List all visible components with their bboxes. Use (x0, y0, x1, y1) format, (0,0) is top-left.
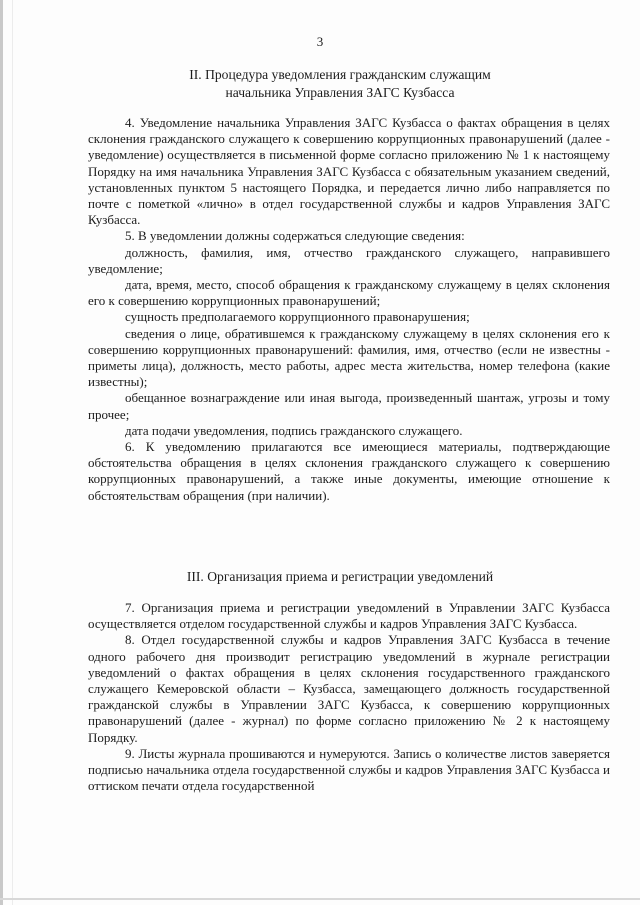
list-item-signature: дата подачи уведомления, подпись гражданского служащего. (125, 422, 463, 438)
page-number: 3 (316, 34, 324, 49)
paragraph-8: 8. Отдел государственной службы и кадров Управления ЗАГС Кузбасса в течение одного рабочего дня производит регистрацию уведомлений в журнале регистрации уведомлений о фактах обращения в целях склонения государственного гражданского служащего Кемеровской области – Кузбасса, замещающего должность государственной гражданской службы в Управлении ЗАГС Кузбасса, к совершению коррупционных правонарушений (далее - журнал) по форме согласно приложению № 2 к настоящему Порядку. (88, 632, 610, 745)
section-2-title-line2: начальника Управления ЗАГС Кузбасса (225, 85, 455, 100)
section-2-title-line1: II. Процедура уведомления гражданским служащим (189, 67, 491, 82)
paragraph-6: 6. К уведомлению прилагаются все имеющиеся материалы, подтверждающие обстоятельства обращения в целях склонения гражданского служащего к совершению коррупционных правонарушений, а также иные документы, имеющие отношение к обстоятельствам обращения (при наличии). (88, 439, 610, 503)
section-2-body (88, 115, 610, 504)
section-3-heading (90, 568, 590, 586)
scan-edge (0, 0, 3, 905)
list-item-reward: обещанное вознаграждение или иная выгода, произведенный шантаж, угрозы и тому прочее; (88, 390, 610, 422)
list-item-date: дата, время, место, способ обращения к гражданскому служащему в целях склонения его к совершению коррупционных правонарушений; (88, 277, 610, 309)
section-3-body (88, 600, 610, 794)
list-item-person: сведения о лице, обратившемся к гражданскому служащему в целях склонения его к совершению коррупционных правонарушений: фамилия, имя, отчество (если не известны - приметы лица), должность, место работы, адрес места жительства, номер телефона (какие известны); (88, 325, 610, 390)
scan-bottom-edge (0, 898, 640, 900)
section-2-heading (90, 66, 590, 102)
paragraph-9: 9. Листы журнала прошиваются и нумеруются. Запись о количестве листов заверяется подписью начальника отдела государственной службы и кадров Управления ЗАГС Кузбасса и оттиском печати отдела государственной (88, 745, 610, 794)
list-item-essence: сущность предполагаемого коррупционного правонарушения; (125, 309, 470, 325)
scan-edge-line (12, 0, 13, 905)
list-item-position: должность, фамилия, имя, отчество гражданского служащего, направившего уведомление; (88, 244, 610, 276)
paragraph-4: 4. Уведомление начальника Управления ЗАГС Кузбасса о фактах обращения в целях склонения гражданского служащего к совершению коррупционных правонарушений (далее - уведомление) осуществляется в письменной форме согласно приложению № 1 к настоящему Порядку на имя начальника Управления ЗАГС Кузбасса с обязательным указанием сведений, установленных пунктом 5 настоящего Порядка, и передается лично либо направляется по почте с пометкой «лично» в отдел государственной службы и кадров Управления ЗАГС Кузбасса. (88, 115, 610, 228)
paragraph-7: 7. Организация приема и регистрации уведомлений в Управлении ЗАГС Кузбасса осуществляется отделом государственной службы и кадров Управления ЗАГС Кузбасса. (88, 600, 610, 632)
paragraph-5: 5. В уведомлении должны содержаться следующие сведения: (125, 228, 465, 244)
section-3-title: III. Организация приема и регистрации уведомлений (186, 569, 494, 584)
